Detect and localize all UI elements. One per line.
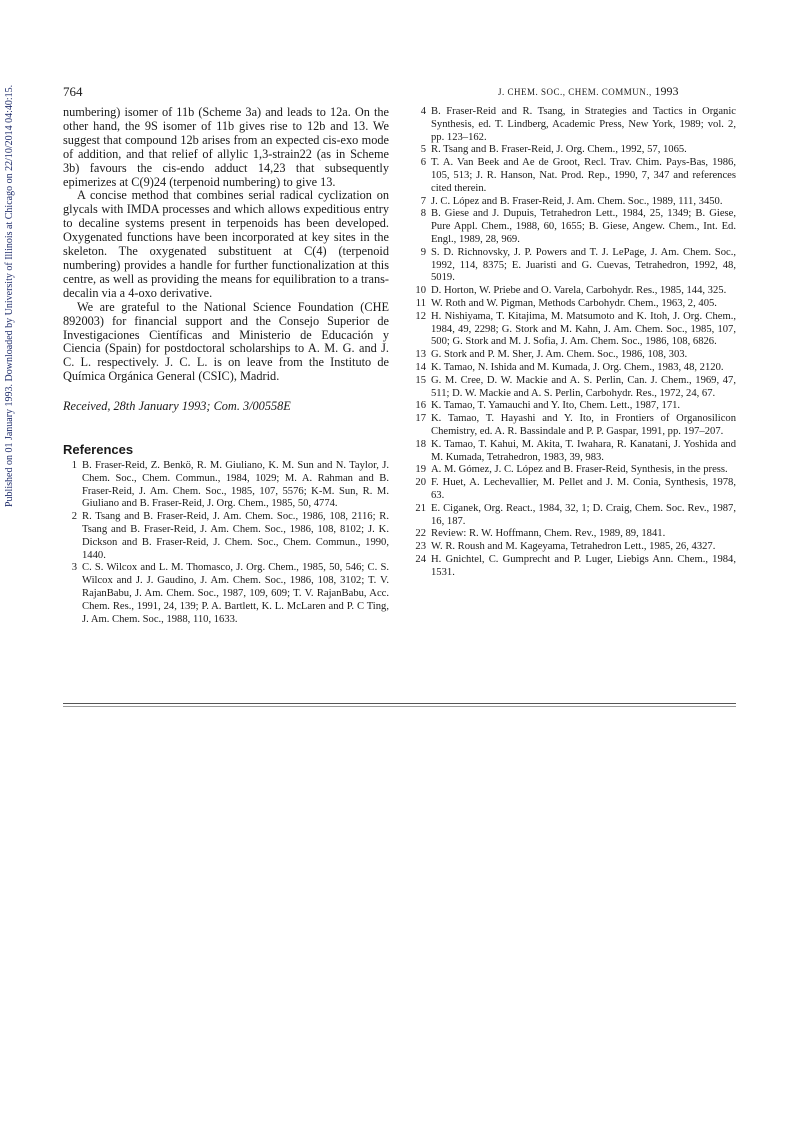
reference-number: 7: [420, 195, 426, 207]
reference-text: W. Roth and W. Pigman, Methods Carbohydr. Chem., 1963, 2, 405.: [431, 297, 717, 309]
journal-name: J. CHEM. SOC., CHEM. COMMUN.,: [498, 87, 652, 97]
left-column: [63, 106, 389, 626]
reference-number: 19: [415, 464, 426, 476]
reference-number: 15: [415, 374, 426, 386]
reference-item: [411, 477, 736, 503]
reference-item: [411, 375, 736, 401]
reference-number: 1: [71, 459, 77, 471]
reference-item: [411, 503, 736, 529]
journal-year: 1993: [654, 84, 679, 98]
reference-number: 5: [420, 144, 426, 156]
reference-item: [411, 541, 736, 554]
page-bottom-rule: [63, 703, 736, 704]
reference-item: [411, 311, 736, 349]
reference-number: 2: [71, 511, 77, 523]
reference-item: [411, 528, 736, 541]
reference-text: E. Ciganek, Org. React., 1984, 32, 1; D. Craig, Chem. Soc. Rev., 1987, 16, 187.: [431, 502, 736, 527]
reference-item: [411, 196, 736, 209]
reference-text: H. Nishiyama, T. Kitajima, M. Matsumoto and K. Itoh, J. Org. Chem., 1984, 49, 2298; G. Stork and M. Kahn, J. Am. Chem. Soc., 1985, 107, 500; G. Stork and M. J. Sofia, J. Am. Chem. Soc., 1986, 108, 6826.: [431, 310, 736, 348]
reference-number: 13: [415, 349, 426, 361]
reference-item: [411, 298, 736, 311]
reference-text: K. Tamao, T. Hayashi and Y. Ito, in Frontiers of Organosilicon Chemistry, ed. A. R. Bassindale and P. P. Gaspar, 1991, pp. 197–207.: [431, 413, 736, 437]
reference-text: F. Huet, A. Lechevallier, M. Pellet and J. M. Conia, Synthesis, 1978, 63.: [431, 477, 736, 501]
reference-number: 8: [420, 208, 426, 220]
download-notice: Published on 01 January 1993. Downloaded by University of Illinois at Chicago on 22/10/2014 04:40:15.: [4, 84, 15, 508]
reference-text: J. C. López and B. Fraser-Reid, J. Am. Chem. Soc., 1989, 111, 3450.: [431, 195, 723, 207]
body-paragraph: A concise method that combines serial radical cyclization on glycals with IMDA processes and which allows expeditious entry to decaline systems present in terpenoids has been developed. Oxygenated functions have been incorporated at key sites in the skeleton. The oxygenated substituent at C(4) (terpenoid numbering) provides a handle for further functionalization at this centre, as well as providing the means for equilibration to a trans-decalin via a 4-oxo derivative.: [63, 188, 389, 300]
reference-text: S. D. Richnovsky, J. P. Powers and T. J. LePage, J. Am. Chem. Soc., 1992, 114, 8375; E. Juaristi and G. Cuevas, Tetrahedron, 1992, 48, 5019.: [431, 246, 736, 284]
reference-number: 20: [415, 477, 426, 489]
reference-item: [411, 400, 736, 413]
running-head: [498, 84, 679, 99]
reference-text: B. Fraser-Reid and R. Tsang, in Strategies and Tactics in Organic Synthesis, ed. T. Lindberg, Academic Press, New York, 1989; vol. 2, pp. 123–162.: [431, 106, 736, 143]
reference-item: [63, 562, 389, 626]
reference-item: [411, 247, 736, 285]
reference-item: [411, 362, 736, 375]
reference-item: [411, 464, 736, 477]
reference-text: K. Tamao, N. Ishida and M. Kumada, J. Org. Chem., 1983, 48, 2120.: [431, 361, 724, 373]
acknowledgement-paragraph: We are grateful to the National Science Foundation (CHE 892003) for financial support and the Consejo Superior de Investigaciones Científicas and Ministerio de Educación y Ciencia (Spain) for postdoctoral scholarships to A. M. G. and J. C. L. respectively. J. C. L. is on leave from the Instituto de Química Orgánica General (CSIC), Madrid.: [63, 299, 389, 384]
page-number: 764: [63, 84, 83, 99]
reference-number: 11: [415, 297, 426, 309]
right-column: [411, 106, 736, 579]
reference-item: [411, 144, 736, 157]
received-line: Received, 28th January 1993; Com. 3/00558E: [63, 399, 291, 414]
references-heading: References: [63, 442, 134, 458]
reference-text: W. R. Roush and M. Kageyama, Tetrahedron Lett., 1985, 26, 4327.: [431, 541, 716, 553]
reference-item: [411, 157, 736, 195]
reference-text: K. Tamao, T. Kahui, M. Akita, T. Iwahara, R. Kanatani, J. Yoshida and M. Kumada, Tetrahedron, 1983, 39, 983.: [431, 438, 736, 463]
reference-item: [411, 554, 736, 580]
reference-number: 3: [71, 562, 77, 574]
reference-number: 9: [420, 246, 426, 258]
reference-text: G. M. Cree, D. W. Mackie and A. S. Perlin, Can. J. Chem., 1969, 47, 511; D. W. Mackie and A. S. Perlin, Carbohydr. Res., 1972, 24, 67.: [431, 374, 736, 399]
body-paragraph: numbering) isomer of 11b (Scheme 3a) and leads to 12a. On the other hand, the 9S isomer of 11b gives rise to 12b and 13. We suggest that compound 12b arises from an expected cis-exo mode of addition, and that relief of allylic 1,3-strain22 (as in Scheme 3b) favours the cis-endo adduct 14,23 that subsequently epimerizes at C(9)24 (terpenoid numbering) to give 13.: [63, 105, 389, 189]
reference-text: A. M. Gómez, J. C. López and B. Fraser-Reid, Synthesis, in the press.: [431, 464, 728, 476]
reference-text: Review: R. W. Hoffmann, Chem. Rev., 1989, 89, 1841.: [431, 528, 666, 540]
reference-number: 10: [415, 285, 426, 297]
reference-text: B. Giese and J. Dupuis, Tetrahedron Lett., 1984, 25, 1349; B. Giese, Pure Appl. Chem., 1988, 60, 1655; B. Giese, Angew. Chem., Int. Ed. Engl., 1989, 28, 969.: [431, 208, 736, 245]
reference-item: [63, 460, 389, 511]
reference-number: 16: [415, 400, 426, 412]
reference-item: [411, 439, 736, 465]
page-bottom-rule: [63, 706, 736, 707]
reference-text: C. S. Wilcox and L. M. Thomasco, J. Org. Chem., 1985, 50, 546; C. S. Wilcox and J. J. Gaudino, J. Am. Chem. Soc., 1986, 108, 3102; T. V. RajanBabu, J. Am. Chem. Soc., 1987, 109, 609; T. V. RajanBabu, Acc. Chem. Res., 1991, 24, 139; P. A. Bartlett, K. L. McLaren and P. C Ting, J. Am. Chem. Soc., 1988, 110, 1633.: [82, 562, 389, 625]
reference-number: 21: [415, 502, 426, 514]
reference-item: [63, 511, 389, 562]
reference-number: 22: [415, 528, 426, 540]
reference-item: [411, 208, 736, 246]
reference-number: 12: [415, 310, 426, 322]
reference-number: 14: [415, 361, 426, 373]
reference-text: T. A. Van Beek and Ae de Groot, Recl. Trav. Chim. Pays-Bas, 1986, 105, 513; J. R. Hanson, Nat. Prod. Rep., 1990, 7, 347 and references cited therein.: [431, 157, 736, 194]
reference-text: R. Tsang and B. Fraser-Reid, J. Am. Chem. Soc., 1986, 108, 2116; R. Tsang and B. Fraser-Reid, J. Am. Chem. Soc., 1986, 108, 8102; J. K. Dickson and B. Fraser-Reid, J. Chem. Soc., Chem. Commun., 1990, 1440.: [82, 511, 389, 561]
reference-number: 6: [420, 157, 426, 169]
reference-item: [411, 349, 736, 362]
reference-text: B. Fraser-Reid, Z. Benkö, R. M. Giuliano, K. M. Sun and N. Taylor, J. Chem. Soc., Chem. Commun., 1984, 1029; M. A. Rahman and B. Fraser-Reid, J. Am. Chem. Soc., 1985, 107, 5576; K-M. Sun, R. M. Giuliano and B. Fraser-Reid, J. Org. Chem., 1985, 50, 4774.: [82, 459, 389, 510]
reference-text: R. Tsang and B. Fraser-Reid, J. Org. Chem., 1992, 57, 1065.: [431, 144, 687, 156]
reference-number: 23: [415, 541, 426, 553]
reference-number: 17: [415, 413, 426, 425]
reference-number: 4: [420, 106, 426, 117]
reference-text: H. Gnichtel, C. Gumprecht and P. Luger, Liebigs Ann. Chem., 1984, 1531.: [431, 553, 736, 578]
reference-number: 24: [415, 553, 426, 565]
reference-text: G. Stork and P. M. Sher, J. Am. Chem. Soc., 1986, 108, 303.: [431, 349, 688, 361]
reference-number: 18: [415, 438, 426, 450]
reference-item: [411, 285, 736, 298]
reference-text: D. Horton, W. Priebe and O. Varela, Carbohydr. Res., 1985, 144, 325.: [431, 285, 727, 297]
reference-item: [411, 106, 736, 144]
reference-text: K. Tamao, T. Yamauchi and Y. Ito, Chem. Lett., 1987, 171.: [431, 400, 681, 412]
reference-item: [411, 413, 736, 439]
